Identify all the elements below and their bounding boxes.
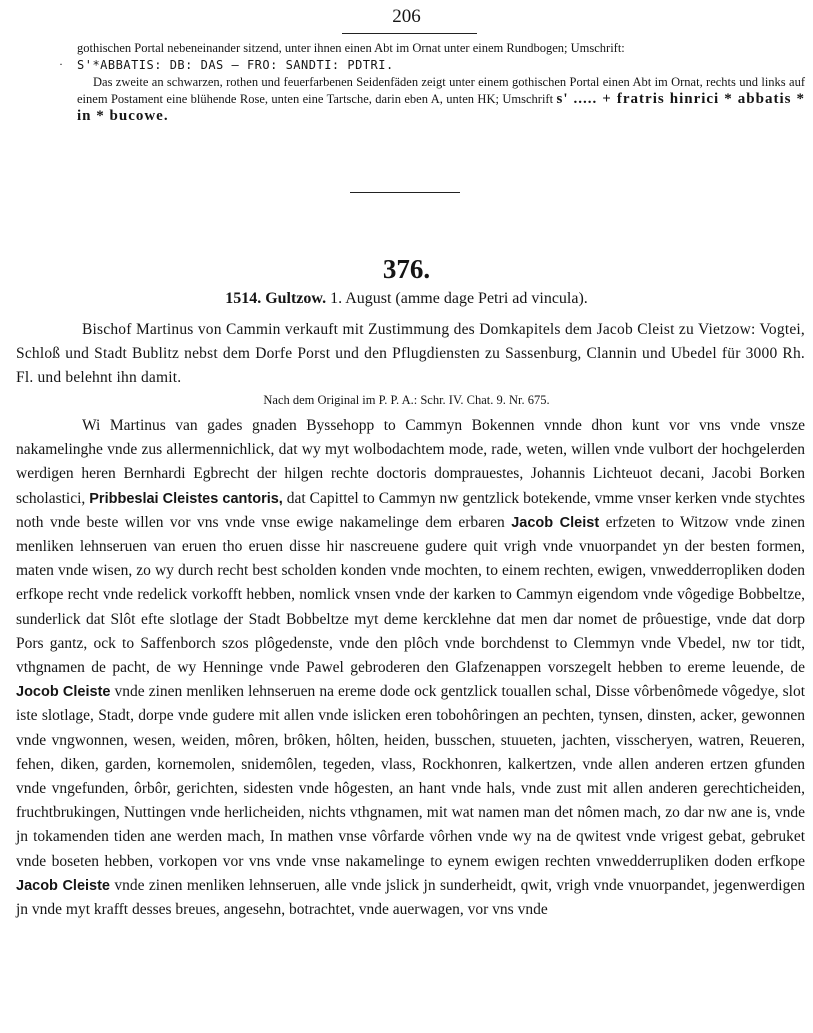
document-number: 376. bbox=[382, 254, 431, 284]
footnote-block bbox=[59, 40, 806, 125]
charter-text bbox=[16, 414, 805, 922]
page-number: 206 bbox=[392, 6, 421, 27]
header-rule bbox=[342, 33, 477, 34]
document-place: Gultzow. bbox=[265, 290, 327, 307]
footnote-paragraph-2 bbox=[77, 74, 805, 125]
source-citation: Nach dem Original im P. P. A.: Schr. IV. Chat. 9. Nr. 675. bbox=[263, 393, 550, 407]
name-jacob-cleist: Jacob Cleist bbox=[511, 514, 600, 531]
footnote-paragraph-1 bbox=[77, 40, 805, 74]
name-pribbeslai-cleistes: Pribbeslai Cleistes cantoris, bbox=[89, 490, 283, 507]
document-date: 1. August (amme dage Petri ad vincula). bbox=[330, 290, 588, 307]
footnote-line-1: gothischen Portal nebeneinander sitzend, unter ihnen einen Abt im Ornat unter einem Rundbogen; Umschrift: bbox=[77, 41, 625, 55]
charter-text-part-2: dat Capittel to Cammyn nw gentzlick botekende, vmme vnser kerken vnde stychtes noth vnde beste willen vor vns vnde vnse ewige nakamelinge dem erbaren bbox=[16, 489, 805, 531]
charter-text-part-3: erfzeten to Witzow vnde zinen menliken lehnseruen van eruen tho eruen disse hir nascreuene gudere quit vrigh vnde vnuorpandet yn der besten formen, maten vnde wisen, zo wy durch recht best scholden konden vnde mochten, to einem rechten, ewigen, vnwedderropliken doden erfkope recht vnde redelick vorkofft hebben, nomlick vnsen vnde der karken to Cammyn eigendom vnde vôgedige Bobbeltze, sunderlick dat Slôt efte slotlage der Stadt Bobbeltze myt deme kercklehne dat men dar nomet de prôuestige, vnde dat dorp Pors gantz, ock to Saffenborch szos plôgedenste, vnde den plôch vnde borchdenst to Clemmyn vnde Vbedel, nw tor tidt, vthgnamen de pacht, de wy Henninge vnde Pawel gebroderen den Glafzenappen vorszegelt hebben to ereme leuende, de bbox=[16, 513, 805, 677]
margin-mark: · bbox=[59, 57, 63, 71]
document-header bbox=[0, 290, 813, 308]
seal-legend-2: s' ..... + fratris hinrici * abbatis * in * bucowe. bbox=[77, 91, 806, 124]
seal-legend-1: S'*ABBATIS: DB: DAS — FRO: SANDTI: PDTRI. bbox=[77, 58, 394, 72]
charter-text-part-5: vnde zinen menliken lehnseruen, alle vnde jslick jn sunderheidt, qwit, vrigh vnde vnuorpandet, jegenwerdigen jn vnde myt krafft desses breues, angesehn, botrachtet, vnde auerwagen, vor vns vnde bbox=[16, 876, 805, 919]
charter-text-part-4: vnde zinen menliken lehnseruen na ereme dode ock gentzlick touallen schal, Disse vôrbenômede vôgedye, slot iste slotlage, Stadt, dorpe vnde gudere mit allen vnde islicken eren tobohôringen an pechten, tynsen, dinsten, acker, gewonnen vnde vngwonnen, wesen, weiden, môren, brôken, hôlten, heiden, busschen, stuueten, jachten, visscheryen, watren, Reueren, fehen, diken, garden, kornemolen, snidemôlen, tegeden, vlass, Rockhonren, kalkertzen, vnde allen anderen ertzen gfunden vnde vngefunden, ôrbôr, gerichten, sidesten vnde hôgesten, an hant vnde hals, vnde zust mit allen anderen gerechticheiden, fruchtbrukingen, Nuttingen vnde herlicheiden, nichts vthgnamen, mit wat namen man det nômen mach, zo dar nw ane is, vnde jn tokamenden tiden ane werden mach, In mathen vnse vôrfarde vôrhen vnde wy na de qwitest vnde vrigest gebat, gebruket vnde boseten hebben, vorkopen vor vns vnde vnse nakamelinge to eynem ewigen rechten vnwedderrupliken doden erfkope bbox=[16, 683, 805, 870]
regest-summary: Bischof Martinus von Cammin verkauft mit Zustimmung des Domkapitels dem Jacob Cleist zu Vietzow: Vogtei, Schloß und Stadt Bublitz nebst dem Dorfe Porst und den Pflugdiensten zu Sassenburg, Clannin und Ubedel für 3000 Rh. Fl. und belehnt ihn damit. bbox=[16, 321, 805, 386]
document-year: 1514. bbox=[225, 290, 262, 307]
footnote-line-2: Das zweite an schwarzen, rothen und feuerfarbenen Seidenfäden zeigt unter einem gothischen Portal einen Abt im Ornat, rechts und links auf einem Postament eine blühende Rose, unten eine Tartsche, darin eben A, unten HK; Umschrift bbox=[77, 75, 805, 106]
charter-text-part-1: Wi Martinus van gades gnaden Byssehopp to Cammyn Bokennen vnnde dhon kunt vor vns vnde vnsze nakamelinghe vnde zus allermennichlick, dat wy myt wolbodachtem mode, rade, weten, willen vnde vulbort der hochgelerden werdigen heren Bernhardi Egbrecht der hilgen rechte doctoris domprauestes, Johannis Lichteuot decani, Jacobi Borken scholastici, bbox=[16, 417, 805, 507]
section-divider bbox=[350, 192, 460, 193]
name-jocob-cleiste: Jocob Cleiste bbox=[16, 684, 111, 701]
name-jacob-cleiste: Jacob Cleiste bbox=[16, 877, 110, 894]
